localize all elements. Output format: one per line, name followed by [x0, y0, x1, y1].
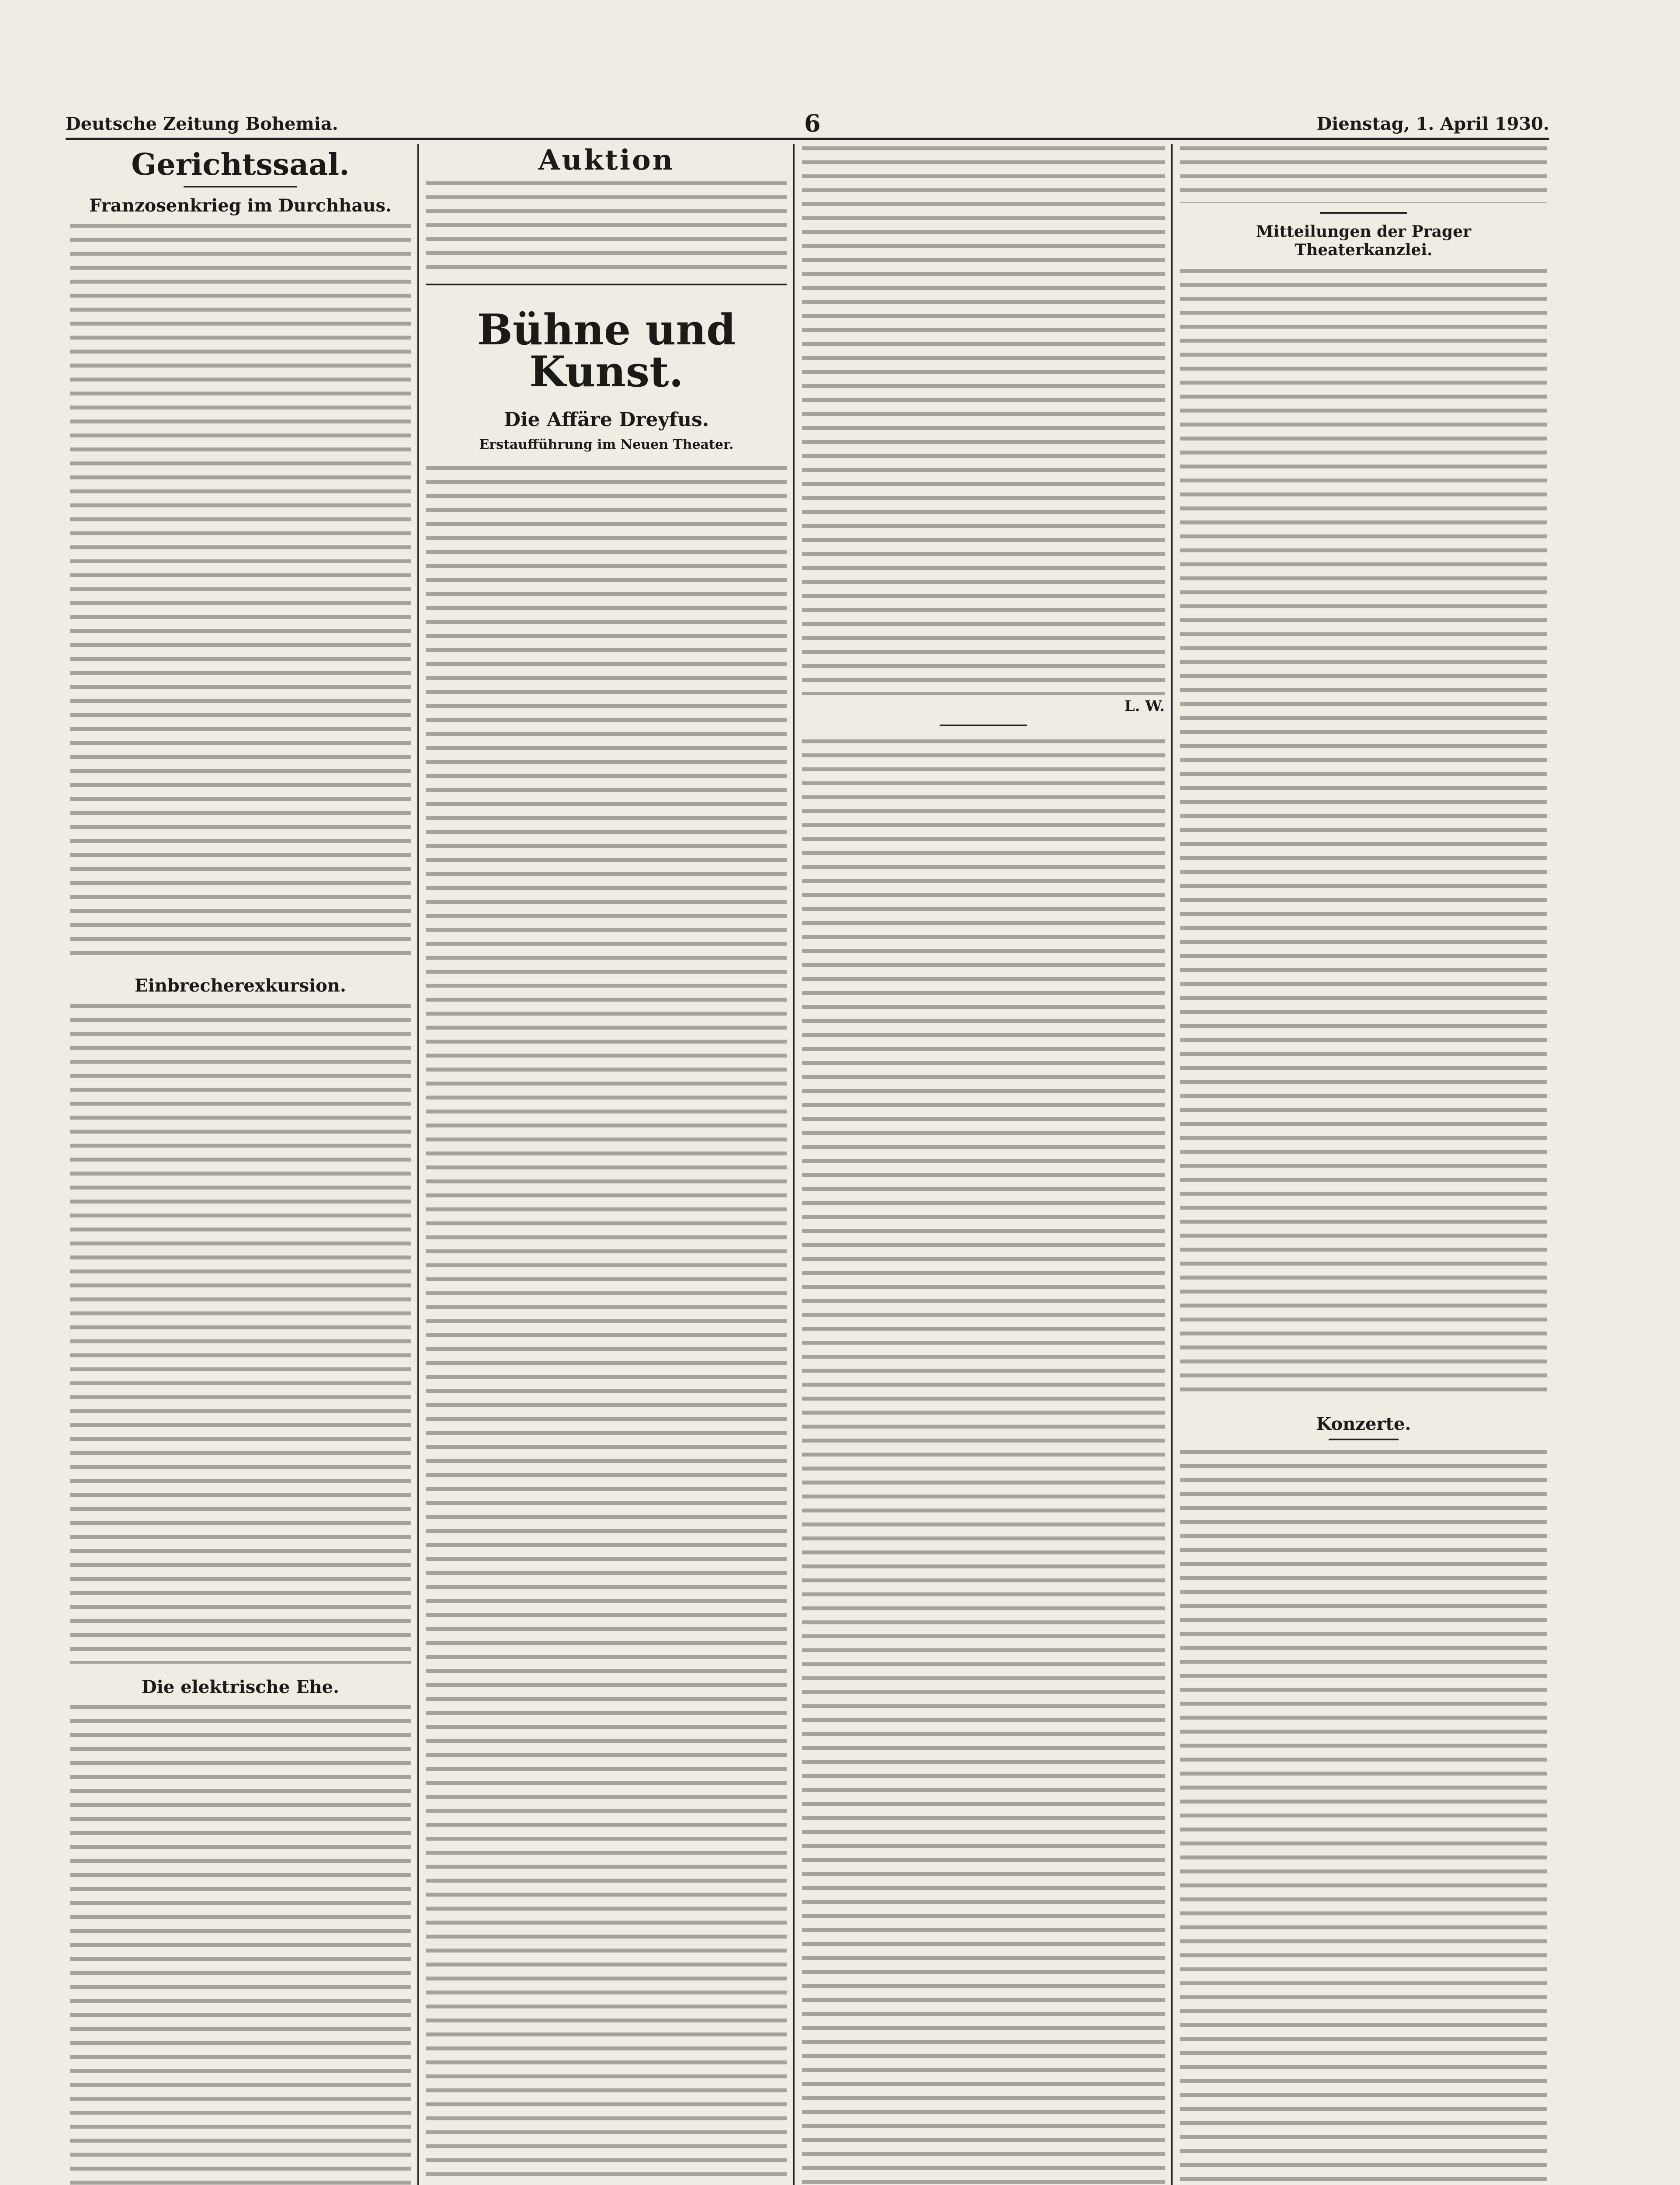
divider: [1329, 1439, 1399, 1440]
column-1: [70, 146, 411, 2185]
article-subtitle: Erstaufführung im Neuen Theater.: [479, 437, 734, 452]
auction-notice: [426, 181, 787, 273]
theater-notices: [1180, 269, 1547, 1401]
article-body: [802, 146, 1165, 695]
page-header: [66, 109, 1549, 135]
auction-heading: Auktion: [538, 144, 675, 177]
article-heading: Die elektrische Ehe.: [141, 1677, 340, 1697]
date-line: Dienstag, 1. April 1930.: [1316, 114, 1549, 134]
column-rule: [1171, 144, 1173, 2185]
news-items: [802, 739, 1165, 2185]
column-4: [1180, 146, 1547, 2185]
column-3: [802, 146, 1165, 2185]
concert-reviews: [1180, 1450, 1547, 2185]
article-body: [1180, 146, 1547, 203]
divider: [1320, 212, 1407, 214]
page-number: 6: [804, 109, 821, 137]
article-heading: Einbrecherexkursion.: [135, 975, 346, 996]
article-body: [70, 1705, 411, 2185]
article-body: [70, 1004, 411, 1664]
column-rule: [417, 144, 419, 2185]
header-rule: [66, 138, 1549, 140]
article-body: [426, 466, 787, 2185]
feuilleton-heading: Bühne und Kunst.: [477, 305, 736, 396]
section-heading: Gerichtssaal.: [131, 147, 350, 182]
section-heading: Mitteilungen der Prager Theaterkanzlei.: [1256, 222, 1472, 259]
article-heading: Franzosenkrieg im Durchhaus.: [89, 195, 392, 216]
paper-name: Deutsche Zeitung Bohemia.: [66, 114, 338, 134]
author-signature: L. W.: [1124, 697, 1165, 715]
divider: [184, 186, 297, 187]
column-2: [426, 146, 787, 2185]
divider: [426, 284, 787, 285]
article-body: [70, 224, 411, 962]
divider: [940, 725, 1027, 726]
section-heading: Konzerte.: [1316, 1414, 1411, 1434]
column-rule: [793, 144, 795, 2185]
article-title: Die Affäre Dreyfus.: [503, 409, 709, 431]
